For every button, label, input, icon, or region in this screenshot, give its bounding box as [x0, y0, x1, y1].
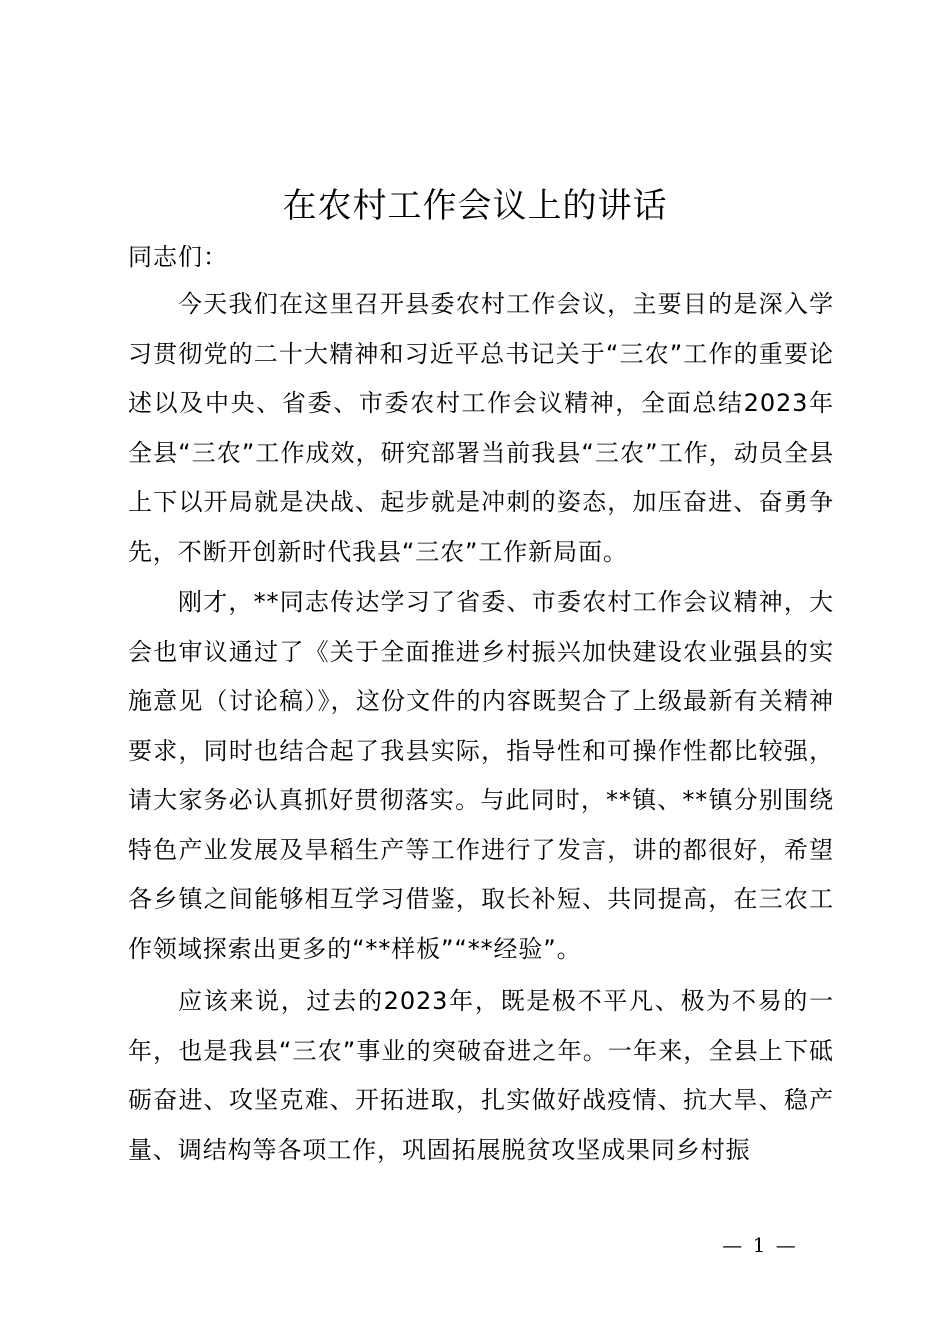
document-title: 在农村工作会议上的讲话	[282, 186, 668, 226]
paragraph-2: 刚才，**同志传达学习了省委、市委农村工作会议精神，大会也审议通过了《关于全面推进乡村振兴加快建设农业强县的实施意见（讨论稿）》，这份文件的内容既契合了上级最新有关精神要求，同时也结合起了我县实际，指导性和可操作性都比较强，请大家务必认真抓好贯彻落实。与此同时，**镇、**镇分别围绕特色产业发展及旱稻生产等工作进行了发言，讲的都很好，希望各乡镇之间能够相互学习借鉴，取长补短、共同提高，在三农工作领域探索出更多的“**样板”“**经验”。	[128, 588, 834, 963]
paragraph-1: 今天我们在这里召开县委农村工作会议，主要目的是深入学习贯彻党的二十大精神和习近平总书记关于“三农”工作的重要论述以及中央、省委、市委农村工作会议精神，全面总结2023年全县“三农”工作成效，研究部署当前我县“三农”工作，动员全县上下以开局就是决战、起步就是冲刺的姿态，加压奋进、奋勇争先，不断开创新时代我县“三农”工作新局面。	[128, 290, 834, 566]
paragraph-3: 应该来说，过去的2023年，既是极不平凡、极为不易的一年，也是我县“三农”事业的突破奋进之年。一年来，全县上下砥砺奋进、攻坚克难、开拓进取，扎实做好战疫情、抗大旱、稳产量、调结构等各项工作，巩固拓展脱贫攻坚成果同乡村振	[128, 987, 834, 1164]
page-number: — 1 —	[722, 1233, 798, 1257]
salutation: 同志们：	[128, 243, 228, 271]
